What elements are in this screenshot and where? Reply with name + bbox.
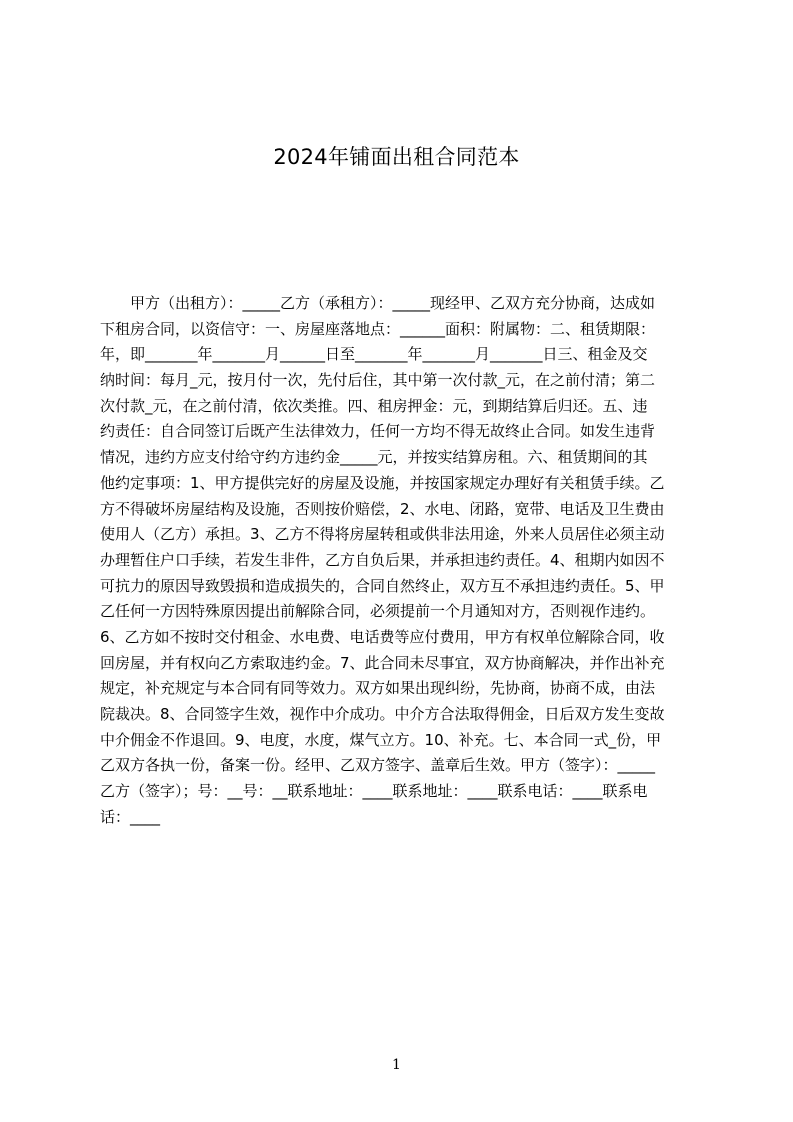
body-line: 方不得破坏房屋结构及设施，否则按价赔偿，2、水电、闭路，宽带、电话及卫生费由: [100, 499, 665, 518]
body-line: 规定，补充规定与本合同有同等效力。双方如果出现纠纷，先协商，协商不成，由法: [100, 679, 656, 698]
body-line: 可抗力的原因导致毁损和造成损失的，合同自然终止，双方互不承担违约责任。5、甲: [100, 576, 665, 595]
body-line: 回房屋，并有权向乙方索取违约金。7、此合同未尽事宜，双方协商解决，并作出补充: [100, 653, 665, 672]
body-line: 话：____: [100, 807, 161, 826]
body-line: 使用人（乙方）承担。3、乙方不得将房屋转租或供非法用途，外来人员居住必须主动: [100, 525, 665, 544]
body-line: 中介佣金不作退回。9、电度，水度，煤气立方。10、补充。七、本合同一式_份，甲: [100, 730, 662, 749]
body-line: 乙方（签字）；号：__号：__联系地址：____联系地址：____联系电话：____联系电: [100, 782, 648, 801]
body-line: 6、乙方如不按时交付租金、水电费、电话费等应付费用，甲方有权单位解除合同，收: [100, 627, 665, 646]
body-line: 乙双方各执一份，备案一份。经甲、乙双方签字、盖章后生效。甲方（签字）：_____: [100, 756, 656, 775]
body-line: 年，即_______年_______月______日至_______年_______月_______日三、租金及交: [100, 345, 648, 364]
body-line: 约责任：自合同签订后既产生法律效力，任何一方均不得无故终止合同。如发生违背: [100, 422, 656, 441]
document-title: 2024年铺面出租合同范本: [273, 145, 520, 169]
body-line: 情况，违约方应支付给守约方违约金_____元，并按实结算房租。六、租赁期间的其: [100, 448, 648, 467]
body-line: 乙任何一方因特殊原因提出前解除合同，必须提前一个月通知对方，否则视作违约。: [100, 602, 656, 621]
body-line: 纳时间：每月_元，按月付一次，先付后住，其中第一次付款_元，在之前付清；第二: [100, 371, 656, 390]
page-number: 1: [392, 1057, 401, 1073]
body-line: 院裁决。8、合同签字生效，视作中介成功。中介方合法取得佣金，日后双方发生变故: [100, 705, 665, 723]
body-line: 他约定事项：1、甲方提供完好的房屋及设施，并按国家规定办理好有关租赁手续。乙: [100, 473, 665, 492]
body-line: 下租房合同，以资信守：一、房屋座落地点：______面积：附属物：二、租赁期限：: [100, 319, 656, 338]
contract-body: [100, 291, 700, 851]
body-line: 甲方（出租方）：_____乙方（承租方）：_____现经甲、乙双方充分协商，达成如: [100, 294, 656, 312]
body-line: 次付款_元，在之前付清，依次类推。四、租房押金：元，到期结算后归还。五、违: [100, 396, 648, 415]
body-line: 办理暂住户口手续，若发生非件，乙方自负后果，并承担违约责任。4、租期内如因不: [100, 550, 665, 569]
